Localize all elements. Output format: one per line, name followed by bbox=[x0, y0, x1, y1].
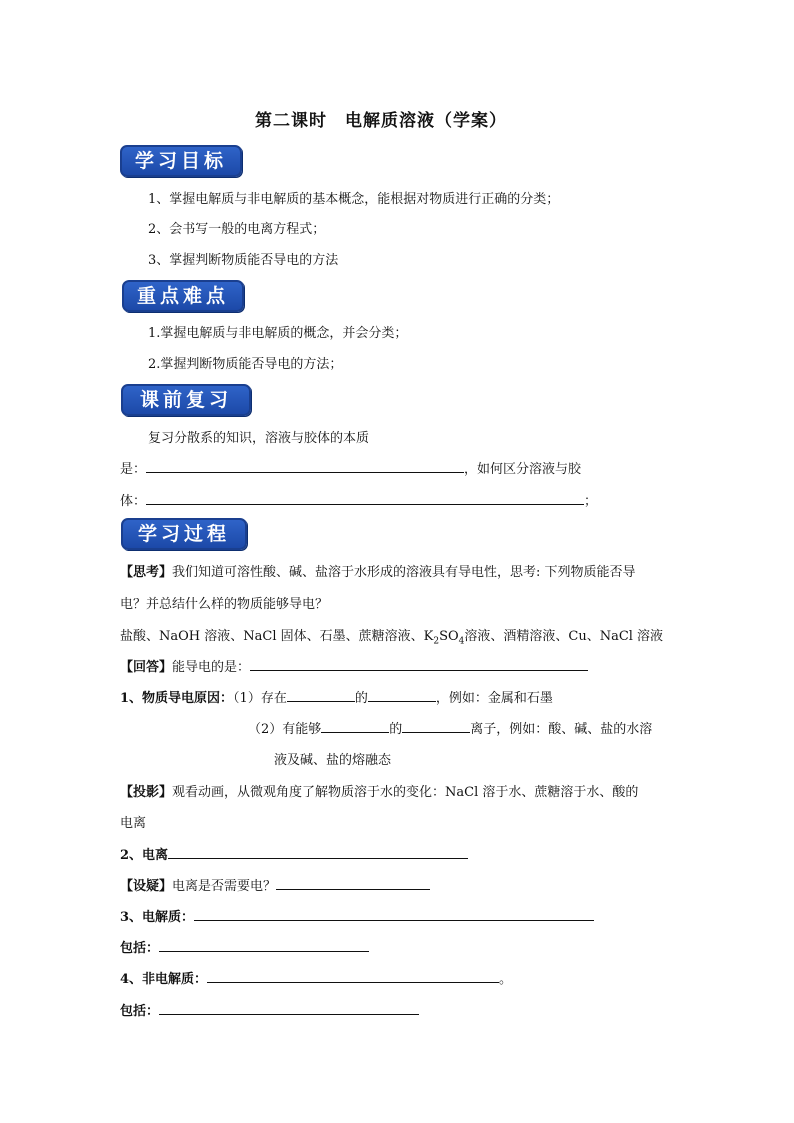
badge-learning-process: 学习过程 bbox=[121, 518, 247, 550]
electrolyte-line bbox=[120, 906, 594, 925]
badge-key-points: 重点难点 bbox=[122, 280, 244, 312]
doubt-text: 电离是否需要电？ bbox=[172, 879, 277, 894]
page-title: 第二课时 电解质溶液（学案） bbox=[255, 111, 507, 131]
cause1-c: ，例如：金属和石墨 bbox=[435, 691, 553, 706]
review-line-3 bbox=[120, 490, 597, 509]
doubt-tag: 【设疑】 bbox=[120, 879, 173, 894]
projection-text-2: 电离 bbox=[120, 816, 147, 831]
blank-include-1[interactable] bbox=[159, 939, 369, 952]
blank-ionize[interactable] bbox=[168, 846, 468, 859]
blank-include-2[interactable] bbox=[159, 1002, 419, 1015]
blank-essence[interactable] bbox=[146, 460, 464, 473]
blank-cause-2a[interactable] bbox=[321, 720, 389, 733]
cause2-c: 离子，例如：酸、碱、盐的水溶 bbox=[470, 722, 653, 737]
review-line-3-suffix: ； bbox=[584, 494, 598, 509]
doubt-line bbox=[120, 875, 430, 894]
materials-sub-2: 4 bbox=[458, 636, 465, 647]
materials-line bbox=[120, 625, 663, 647]
blank-nonelectrolyte[interactable] bbox=[207, 970, 499, 983]
cause-line-2 bbox=[248, 718, 652, 737]
review-line-2 bbox=[120, 458, 581, 477]
badge-pre-review: 课前复习 bbox=[121, 384, 251, 416]
blank-cause-1a[interactable] bbox=[287, 689, 355, 702]
goal-item: 2、会书写一般的电离方程式； bbox=[148, 222, 326, 237]
key-point-item: 2.掌握判断物质能否导电的方法； bbox=[148, 357, 343, 372]
cause1-a: （1）存在 bbox=[233, 691, 287, 706]
goal-item: 3、掌握判断物质能否导电的方法 bbox=[148, 253, 339, 268]
cause2-a: （2）有能够 bbox=[248, 722, 322, 737]
include-line-2 bbox=[120, 1000, 419, 1019]
think-text-1: 我们知道可溶性酸、碱、盐溶于水形成的溶液具有导电性，思考: 下列物质能否导 bbox=[172, 565, 636, 580]
nonelectrolyte-label: 4、非电解质： bbox=[120, 972, 208, 987]
blank-electrolyte[interactable] bbox=[194, 908, 594, 921]
blank-distinguish[interactable] bbox=[146, 492, 584, 505]
review-line-1: 复习分散系的知识，溶液与胶体的本质 bbox=[148, 431, 370, 446]
include-label-2: 包括： bbox=[120, 1004, 160, 1019]
projection-tag: 【投影】 bbox=[120, 785, 173, 800]
key-point-item: 1.掌握电解质与非电解质的概念，并会分类； bbox=[148, 326, 408, 341]
review-line-2-suffix: ，如何区分溶液与胶 bbox=[464, 462, 582, 477]
projection-line-1 bbox=[120, 781, 638, 800]
review-line-3-prefix: 体： bbox=[120, 494, 147, 509]
nonelectrolyte-end: 。 bbox=[499, 972, 513, 987]
blank-doubt[interactable] bbox=[276, 877, 430, 890]
blank-cause-1b[interactable] bbox=[368, 689, 436, 702]
nonelectrolyte-line bbox=[120, 968, 512, 987]
cause-line-1 bbox=[120, 687, 553, 706]
goal-item: 1、掌握电解质与非电解质的基本概念，能根据对物质进行正确的分类； bbox=[148, 192, 560, 207]
cause2-b: 的 bbox=[389, 722, 403, 737]
answer-line bbox=[120, 656, 588, 675]
ionize-label: 2、电离 bbox=[120, 848, 169, 863]
think-text-2: 电？并总结什么样的物质能够导电？ bbox=[120, 597, 329, 612]
blank-answer[interactable] bbox=[250, 658, 588, 671]
blank-cause-2b[interactable] bbox=[402, 720, 470, 733]
answer-tag: 【回答】 bbox=[120, 660, 173, 675]
materials-sub-1: 2 bbox=[433, 636, 440, 647]
electrolyte-label: 3、电解质： bbox=[120, 910, 195, 925]
answer-text: 能导电的是： bbox=[172, 660, 251, 675]
ionize-line bbox=[120, 844, 468, 863]
include-line-1 bbox=[120, 937, 369, 956]
cause-label: 1、物质导电原因： bbox=[120, 691, 234, 706]
include-label-1: 包括： bbox=[120, 941, 160, 956]
materials-b: 溶液、酒精溶液、Cu、NaCl 溶液 bbox=[464, 629, 664, 644]
materials-so: SO bbox=[439, 629, 459, 644]
think-tag: 【思考】 bbox=[120, 565, 173, 580]
cause2-d: 液及碱、盐的熔融态 bbox=[274, 753, 392, 768]
review-line-2-prefix: 是： bbox=[120, 462, 147, 477]
cause1-b: 的 bbox=[354, 691, 368, 706]
badge-learning-goals: 学习目标 bbox=[120, 145, 242, 177]
materials-a: 盐酸、NaOH 溶液、NaCl 固体、石墨、蔗糖溶液、K bbox=[120, 629, 434, 644]
projection-text-1: 观看动画，从微观角度了解物质溶于水的变化：NaCl 溶于水、蔗糖溶于水、酸的 bbox=[172, 785, 639, 800]
think-line-1 bbox=[120, 561, 636, 580]
